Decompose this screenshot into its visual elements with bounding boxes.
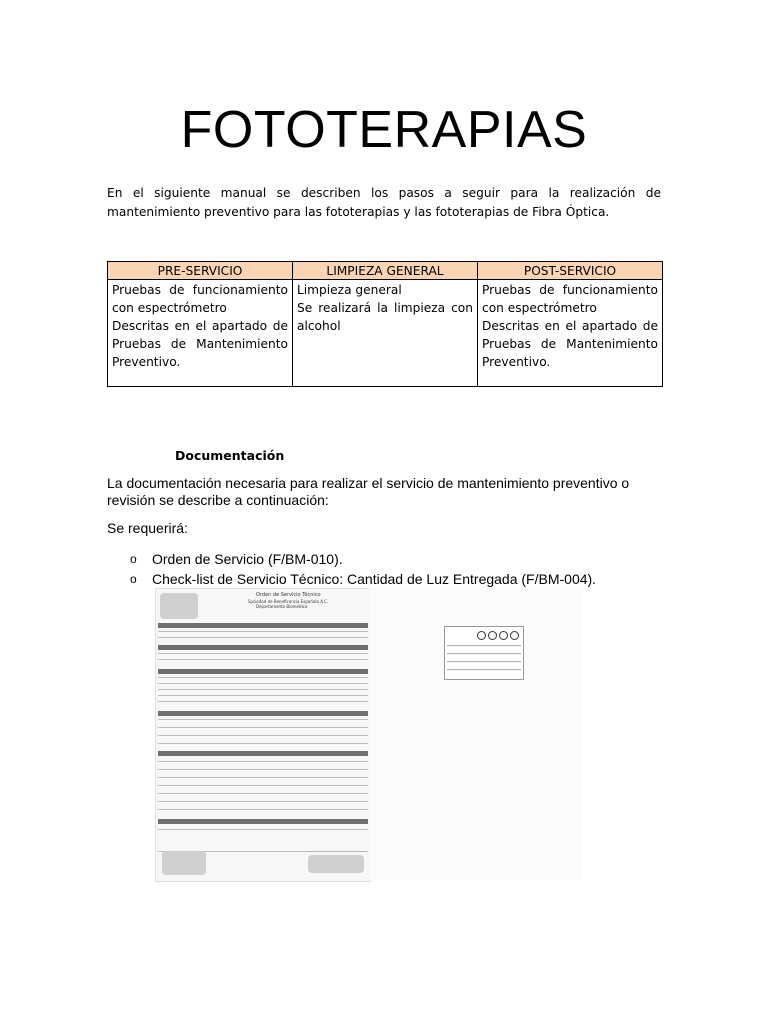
header-post-servicio: POST-SERVICIO — [478, 262, 663, 280]
header-pre-servicio: PRE-SERVICIO — [108, 262, 293, 280]
scan-row — [158, 683, 368, 684]
scan-row — [158, 801, 368, 802]
scan-logo-icon — [160, 593, 198, 619]
required-documents-list — [130, 549, 596, 589]
scan-row — [158, 761, 368, 762]
cell-line: Se realizará la limpieza con alcohol — [297, 301, 473, 333]
scan-row — [158, 689, 368, 690]
cell-line: Pruebas de funcionamiento con espectrómetro — [112, 283, 288, 315]
documentation-heading: Documentación — [175, 448, 285, 463]
scan-row — [158, 637, 368, 638]
bullet-marker: o — [130, 552, 137, 566]
scan-row — [158, 809, 368, 810]
cell-line: Limpieza general — [297, 283, 402, 297]
cell-pre-servicio — [108, 280, 293, 387]
sticker-circle-icon — [510, 631, 519, 640]
scan-row — [158, 719, 368, 720]
scan-footer-logo-icon — [308, 855, 364, 873]
cell-post-servicio — [478, 280, 663, 387]
sticker-circle-icon — [488, 631, 497, 640]
scan-row — [158, 793, 368, 794]
documentation-paragraph: La documentación necesaria para realizar el servicio de mantenimiento preventivo o revisión se describe a continuación: — [107, 475, 630, 508]
header-limpieza-general: LIMPIEZA GENERAL — [293, 262, 478, 280]
list-item — [130, 549, 596, 569]
table-row — [108, 280, 663, 387]
scan-row — [158, 769, 368, 770]
scan-band — [158, 623, 368, 628]
service-sticker-image — [444, 626, 524, 680]
service-order-scan-image — [155, 588, 371, 882]
table-header-row — [108, 262, 663, 280]
cell-line: Descritas en el apartado de Pruebas de Mantenimiento Preventivo. — [112, 319, 288, 369]
scan-footer-seals-icon — [162, 851, 206, 875]
scan-band — [158, 711, 368, 716]
scan-org: Sociedad de Beneficencia Española A.C. — [248, 599, 329, 604]
scan-row — [158, 785, 368, 786]
scan-row — [158, 653, 368, 654]
scan-row — [158, 631, 368, 632]
scan-row — [158, 743, 368, 744]
scan-row — [158, 829, 368, 830]
page-title: FOTOTERAPIAS — [180, 101, 588, 159]
scan-row — [158, 727, 368, 728]
list-item-text: Orden de Servicio (F/BM-010). — [152, 551, 343, 567]
required-label: Se requerirá: — [107, 520, 188, 536]
scan-row — [158, 777, 368, 778]
list-item — [130, 569, 596, 589]
sticker-circle-icon — [477, 631, 486, 640]
bullet-marker: o — [130, 572, 137, 586]
sticker-circle-icon — [499, 631, 508, 640]
cell-limpieza-general — [293, 280, 478, 387]
scan-row — [158, 701, 368, 702]
scan-row — [158, 677, 368, 678]
sticker-line — [447, 661, 521, 662]
scan-dept: Departamento Biomédico — [256, 604, 308, 609]
cell-line: Pruebas de funcionamiento con espectrómetro — [482, 283, 658, 315]
scan-form-title: Orden de Servicio Técnico — [256, 592, 321, 598]
cell-line: Descritas en el apartado de Pruebas de Mantenimiento Preventivo. — [482, 319, 658, 369]
service-table — [107, 261, 663, 387]
sticker-line — [447, 645, 521, 646]
scan-band — [158, 819, 368, 824]
scan-band — [158, 751, 368, 756]
sticker-line — [447, 669, 521, 670]
scan-band — [158, 645, 368, 650]
scan-row — [158, 695, 368, 696]
scan-band — [158, 669, 368, 674]
list-item-text: Check-list de Servicio Técnico: Cantidad de Luz Entregada (F/BM-004). — [152, 571, 597, 587]
intro-paragraph: En el siguiente manual se describen los pasos a seguir para la realización de mantenimiento preventivo para las fototerapias y las fototerapias de Fibra Óptica. — [107, 186, 661, 219]
scan-row — [158, 659, 368, 660]
sticker-line — [447, 653, 521, 654]
scan-row — [158, 735, 368, 736]
